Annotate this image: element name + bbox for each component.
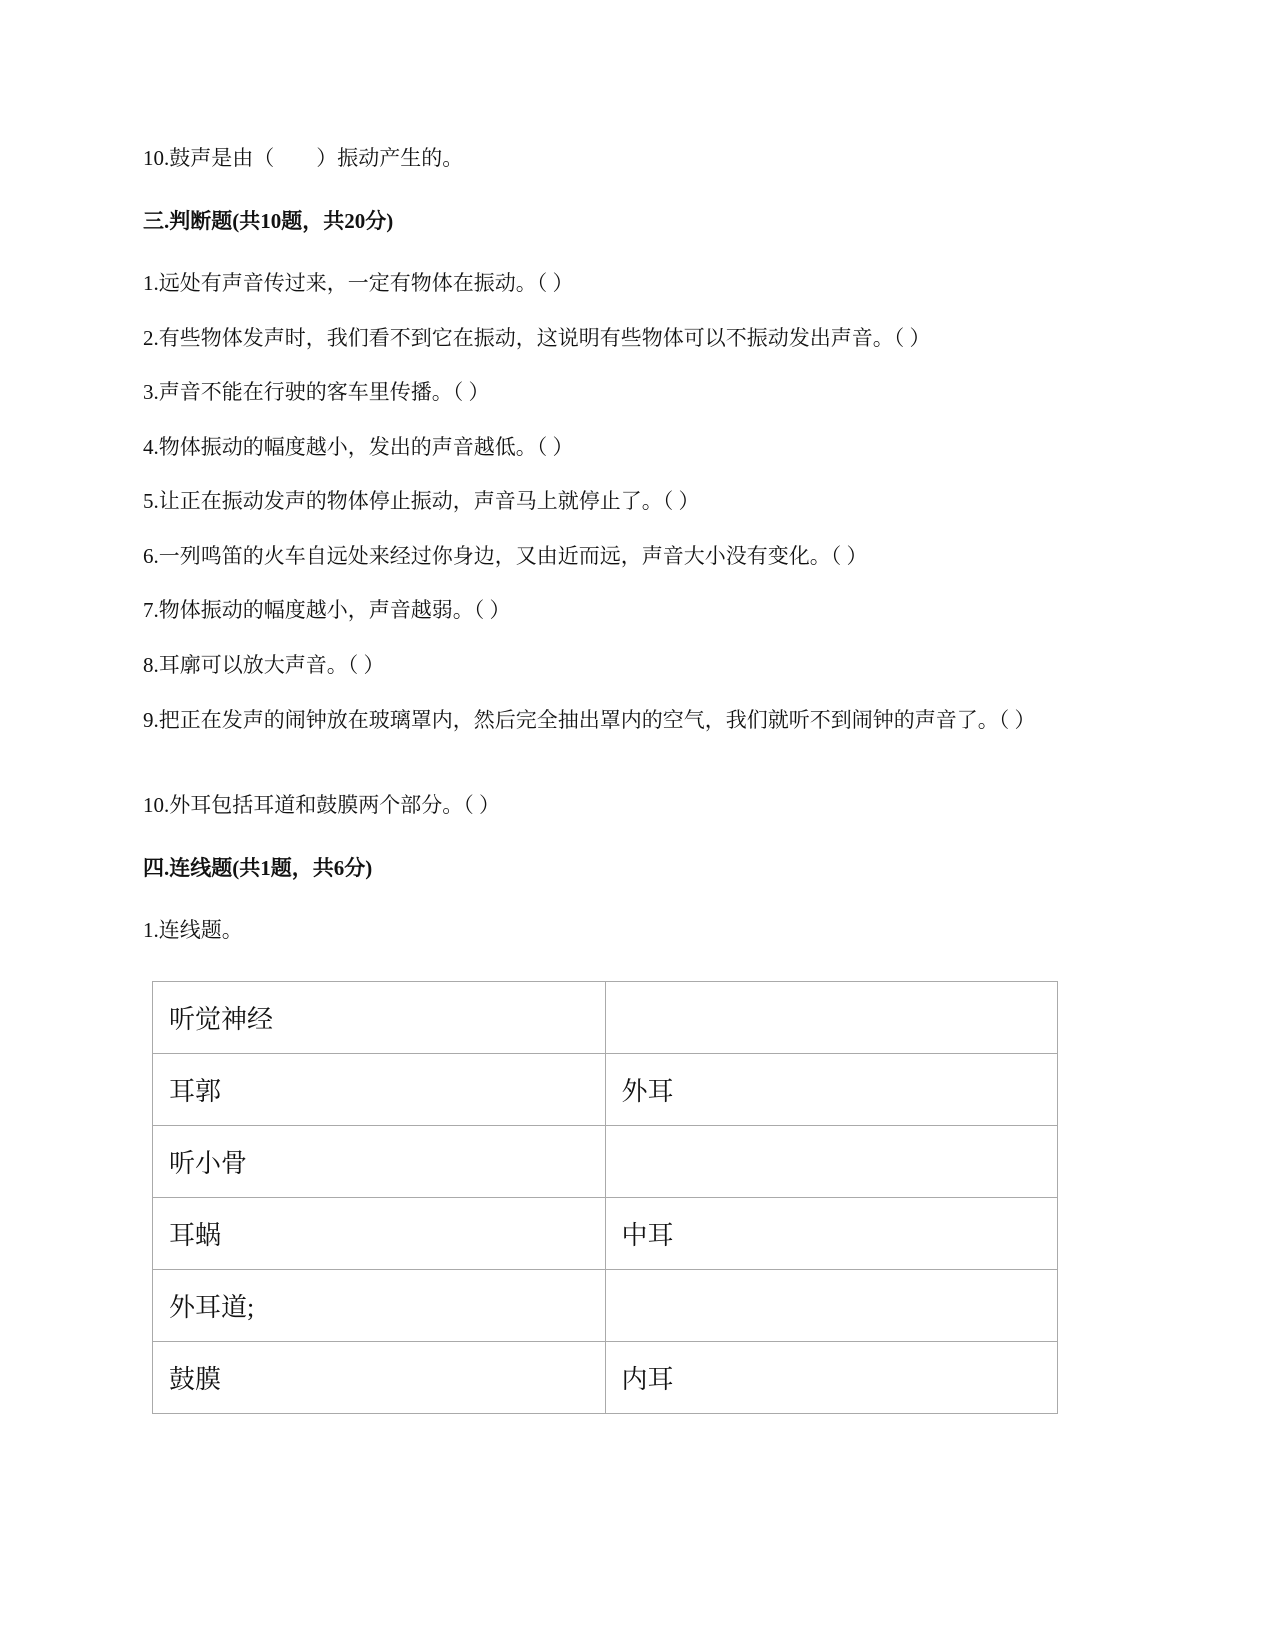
- section-4-heading: 四.连线题(共1题，共6分): [143, 856, 373, 880]
- table-cell: [605, 1270, 1058, 1342]
- judgment-question: 7.物体振动的幅度越小，声音越弱。（ ）: [143, 598, 511, 622]
- table-cell: 鼓膜: [153, 1342, 606, 1414]
- judgment-question: 4.物体振动的幅度越小，发出的声音越低。（ ）: [143, 435, 574, 459]
- table-cell: 外耳: [605, 1054, 1058, 1126]
- table-cell: 耳郭: [153, 1054, 606, 1126]
- table-row: [153, 982, 1058, 1054]
- section-3-heading: 三.判断题(共10题，共20分): [143, 209, 394, 233]
- judgment-question: 10.外耳包括耳道和鼓膜两个部分。（ ）: [143, 793, 500, 817]
- table-row: [153, 1198, 1058, 1270]
- table-cell: 听觉神经: [153, 982, 606, 1054]
- table-cell: 外耳道;: [153, 1270, 606, 1342]
- matching-question: 1.连线题。: [143, 918, 243, 942]
- table-cell: 听小骨: [153, 1126, 606, 1198]
- judgment-question: 8.耳廓可以放大声音。（ ）: [143, 653, 385, 677]
- table-row: [153, 1270, 1058, 1342]
- table-cell: [605, 1126, 1058, 1198]
- previous-question: 10.鼓声是由（ ）振动产生的。: [143, 146, 464, 170]
- table-row: [153, 1342, 1058, 1414]
- table-cell: 耳蜗: [153, 1198, 606, 1270]
- judgment-question: 1.远处有声音传过来，一定有物体在振动。（ ）: [143, 271, 574, 295]
- table-cell: 内耳: [605, 1342, 1058, 1414]
- judgment-question: 9.把正在发声的闹钟放在玻璃罩内，然后完全抽出罩内的空气，我们就听不到闹钟的声音了。（ ）: [143, 708, 1036, 732]
- table-cell: [605, 982, 1058, 1054]
- judgment-question: 3.声音不能在行驶的客车里传播。（ ）: [143, 380, 490, 404]
- judgment-question: 5.让正在振动发声的物体停止振动，声音马上就停止了。（ ）: [143, 489, 700, 513]
- judgment-question: 2.有些物体发声时，我们看不到它在振动，这说明有些物体可以不振动发出声音。（ ）: [143, 326, 931, 350]
- matching-table: [152, 981, 1058, 1414]
- table-cell: 中耳: [605, 1198, 1058, 1270]
- judgment-question: 6.一列鸣笛的火车自远处来经过你身边，又由近而远，声音大小没有变化。（ ）: [143, 544, 868, 568]
- table-row: [153, 1126, 1058, 1198]
- table-row: [153, 1054, 1058, 1126]
